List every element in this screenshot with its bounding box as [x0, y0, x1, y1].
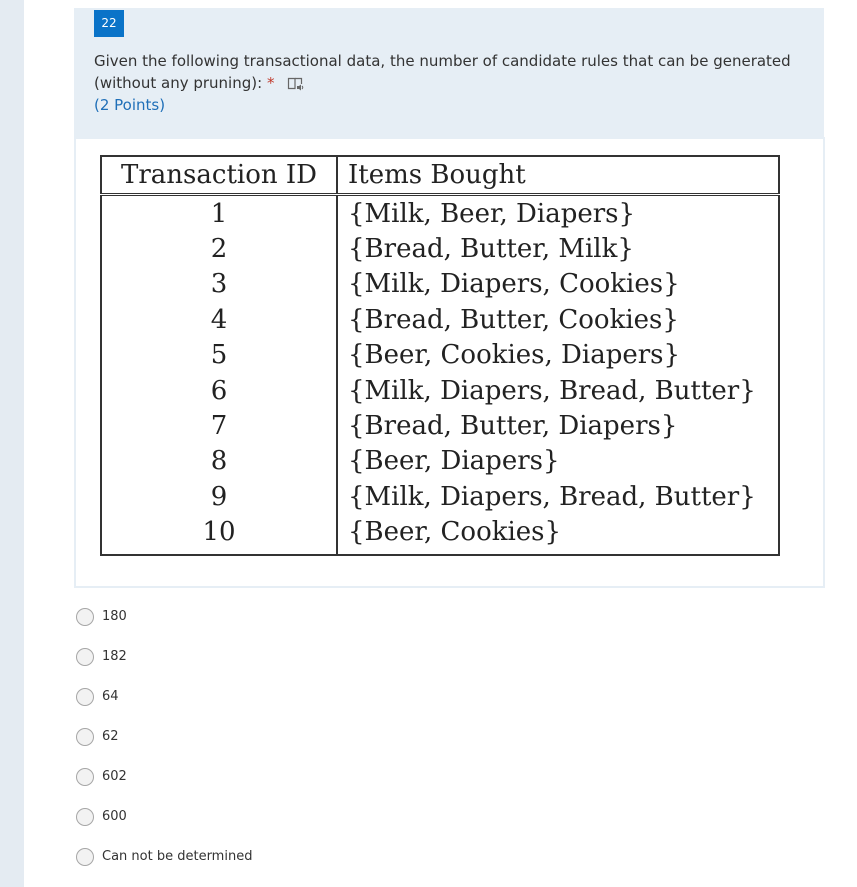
- radio-button[interactable]: [76, 808, 94, 826]
- header-transaction-id: Transaction ID: [101, 156, 337, 195]
- transaction-id-cell: 8: [101, 444, 337, 479]
- transaction-id-cell: 4: [101, 302, 337, 337]
- items-cell: {Milk, Diapers, Bread, Butter}: [348, 375, 756, 406]
- option-label[interactable]: Can not be determined: [102, 849, 253, 864]
- required-marker: *: [266, 74, 275, 92]
- left-page-margin: [0, 0, 24, 887]
- immersive-reader-icon[interactable]: [287, 76, 305, 92]
- radio-button[interactable]: [76, 608, 94, 626]
- table-row: [101, 408, 779, 443]
- items-cell: {Milk, Diapers, Cookies}: [348, 269, 680, 300]
- option-label[interactable]: 64: [102, 689, 119, 704]
- radio-button[interactable]: [76, 688, 94, 706]
- table-row: [101, 231, 779, 266]
- table-row: [101, 515, 779, 555]
- items-cell: {Milk, Diapers, Bread, Butter}: [348, 481, 756, 512]
- header-items-bought: Items Bought: [337, 156, 779, 195]
- table-row: [101, 479, 779, 514]
- transaction-table: [100, 155, 780, 556]
- items-cell: {Beer, Cookies}: [348, 517, 562, 548]
- items-cell: {Beer, Cookies, Diapers}: [348, 340, 681, 371]
- transaction-id-cell: 10: [101, 515, 337, 555]
- table-row: [101, 302, 779, 337]
- table-row: [101, 373, 779, 408]
- question-text-block: [94, 50, 794, 116]
- transaction-id-cell: 5: [101, 338, 337, 373]
- table-row: [101, 444, 779, 479]
- transaction-id-cell: 3: [101, 267, 337, 302]
- option-label[interactable]: 182: [102, 649, 127, 664]
- question-image: [74, 137, 825, 588]
- radio-button[interactable]: [76, 728, 94, 746]
- table-row: [101, 267, 779, 302]
- items-cell: {Bread, Butter, Diapers}: [348, 411, 678, 442]
- radio-button[interactable]: [76, 768, 94, 786]
- question-points: (2 Points): [94, 96, 166, 114]
- transaction-id-cell: 7: [101, 408, 337, 443]
- table-row: [101, 338, 779, 373]
- option-label[interactable]: 600: [102, 809, 127, 824]
- radio-button[interactable]: [76, 848, 94, 866]
- option-label[interactable]: 62: [102, 729, 119, 744]
- items-cell: {Bread, Butter, Cookies}: [348, 304, 679, 335]
- table-header-row: [101, 156, 779, 195]
- transaction-id-cell: 2: [101, 231, 337, 266]
- question-header: [74, 8, 824, 138]
- table-row: [101, 195, 779, 232]
- transaction-id-cell: 9: [101, 479, 337, 514]
- transaction-id-cell: 1: [101, 195, 337, 232]
- option-label[interactable]: 602: [102, 769, 127, 784]
- items-cell: {Beer, Diapers}: [348, 446, 560, 477]
- items-cell: {Milk, Beer, Diapers}: [348, 198, 636, 229]
- radio-button[interactable]: [76, 648, 94, 666]
- transaction-id-cell: 6: [101, 373, 337, 408]
- items-cell: {Bread, Butter, Milk}: [348, 234, 634, 265]
- question-text: Given the following transactional data, the number of candidate rules that can be generated (without any pruning):: [94, 52, 791, 92]
- option-label[interactable]: 180: [102, 609, 127, 624]
- question-number-badge: 22: [94, 10, 124, 37]
